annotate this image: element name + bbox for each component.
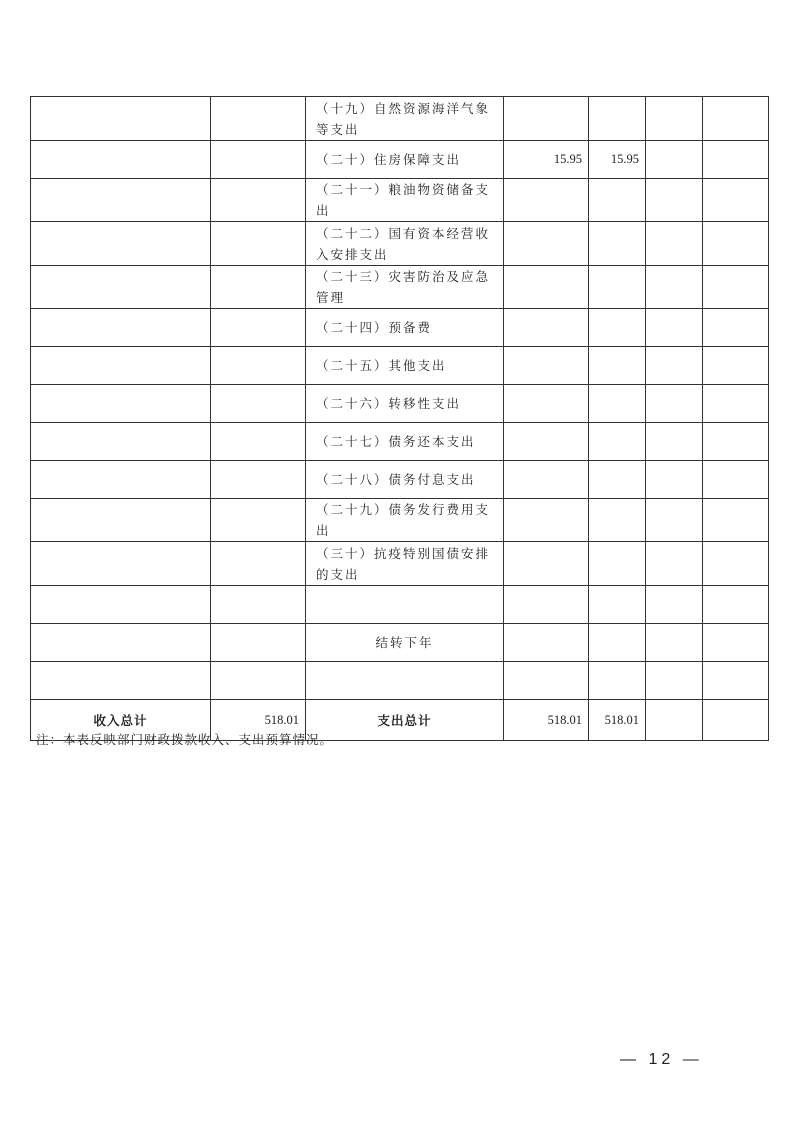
table-cell (646, 97, 703, 141)
amount-cell (504, 222, 589, 266)
amount-cell (589, 385, 646, 423)
table-cell (703, 141, 769, 179)
table-cell (211, 499, 306, 542)
table-row (31, 97, 769, 141)
table-cell (646, 385, 703, 423)
table-row (31, 662, 769, 700)
amount-cell (589, 662, 646, 700)
table-cell (703, 179, 769, 222)
expense-item: （二十八）债务付息支出 (306, 461, 504, 499)
table-cell (211, 385, 306, 423)
amount-cell (589, 423, 646, 461)
expense-item: （二十一）粮油物资储备支出 (306, 179, 504, 222)
table-cell (211, 624, 306, 662)
amount-cell (504, 179, 589, 222)
table-cell (31, 423, 211, 461)
table-cell (646, 542, 703, 586)
table-cell (211, 179, 306, 222)
table-cell (31, 222, 211, 266)
table-cell (211, 461, 306, 499)
amount-cell: 15.95 (589, 141, 646, 179)
table-cell (703, 309, 769, 347)
table-cell (646, 461, 703, 499)
expense-item: （二十二）国有资本经营收入安排支出 (306, 222, 504, 266)
carryover-label: 结转下年 (306, 624, 504, 662)
expense-total-label: 支出总计 (306, 700, 504, 741)
table-row (31, 385, 769, 423)
table-cell (646, 266, 703, 309)
amount-cell (504, 97, 589, 141)
amount-cell (504, 385, 589, 423)
expense-total-value: 518.01 (589, 700, 646, 741)
expense-item: （二十七）债务还本支出 (306, 423, 504, 461)
table-cell (703, 586, 769, 624)
table-row (31, 461, 769, 499)
table-cell (31, 461, 211, 499)
table-cell (211, 141, 306, 179)
table-cell (703, 266, 769, 309)
table-row (31, 309, 769, 347)
expense-item: （二十六）转移性支出 (306, 385, 504, 423)
table-cell (703, 423, 769, 461)
table-cell (646, 179, 703, 222)
table-row (31, 141, 769, 179)
table-cell (703, 499, 769, 542)
amount-cell (504, 542, 589, 586)
table-row (31, 542, 769, 586)
amount-cell (589, 624, 646, 662)
expense-item: （十九）自然资源海洋气象等支出 (306, 97, 504, 141)
table-cell (646, 222, 703, 266)
amount-cell (589, 179, 646, 222)
table-cell (211, 309, 306, 347)
budget-table (30, 96, 769, 741)
table-cell (31, 141, 211, 179)
amount-cell (589, 266, 646, 309)
table-cell (703, 97, 769, 141)
amount-cell (504, 423, 589, 461)
amount-cell (589, 222, 646, 266)
table-row (31, 586, 769, 624)
table-cell (646, 141, 703, 179)
table-cell (31, 542, 211, 586)
expense-item: （二十五）其他支出 (306, 347, 504, 385)
amount-cell (589, 309, 646, 347)
table-cell (211, 97, 306, 141)
table-cell (211, 586, 306, 624)
amount-cell (504, 266, 589, 309)
amount-cell (504, 499, 589, 542)
amount-cell (589, 97, 646, 141)
table-cell (703, 542, 769, 586)
table-cell (31, 309, 211, 347)
table-cell (703, 662, 769, 700)
table-cell (31, 179, 211, 222)
amount-cell (589, 542, 646, 586)
table-cell (211, 222, 306, 266)
table-cell (31, 266, 211, 309)
expense-item (306, 662, 504, 700)
table-cell (211, 542, 306, 586)
amount-cell (504, 662, 589, 700)
expense-item: （二十四）预备费 (306, 309, 504, 347)
table-cell (646, 700, 703, 741)
table-cell (646, 662, 703, 700)
table-row (31, 347, 769, 385)
table-cell (646, 423, 703, 461)
expense-item: （二十三）灾害防治及应急管理 (306, 266, 504, 309)
expense-item: （二十九）债务发行费用支出 (306, 499, 504, 542)
table-row (31, 179, 769, 222)
table-cell (646, 499, 703, 542)
table-cell (646, 347, 703, 385)
table-cell (31, 662, 211, 700)
table-cell (31, 347, 211, 385)
table-cell (31, 499, 211, 542)
expense-item: （三十）抗疫特别国债安排的支出 (306, 542, 504, 586)
table-cell (703, 347, 769, 385)
income-total-label: 收入总计 (31, 700, 211, 741)
table-cell (646, 586, 703, 624)
amount-cell (589, 347, 646, 385)
expense-item: （二十）住房保障支出 (306, 141, 504, 179)
table-cell (211, 662, 306, 700)
table-cell (703, 385, 769, 423)
amount-cell: 15.95 (504, 141, 589, 179)
page-number: — 12 — (620, 1051, 703, 1068)
table-cell (703, 222, 769, 266)
table-row (31, 499, 769, 542)
table-cell (211, 347, 306, 385)
table-row (31, 423, 769, 461)
table-cell (31, 385, 211, 423)
table-cell (31, 97, 211, 141)
amount-cell (504, 461, 589, 499)
expense-total-value: 518.01 (504, 700, 589, 741)
table-row (31, 266, 769, 309)
table-row (31, 624, 769, 662)
amount-cell (589, 586, 646, 624)
table-cell (211, 423, 306, 461)
amount-cell (504, 309, 589, 347)
amount-cell (504, 624, 589, 662)
amount-cell (504, 347, 589, 385)
table-row (31, 222, 769, 266)
table-cell (211, 266, 306, 309)
table-cell (646, 309, 703, 347)
amount-cell (589, 499, 646, 542)
expense-item (306, 586, 504, 624)
table-cell (31, 586, 211, 624)
table-cell (646, 624, 703, 662)
table-cell (31, 624, 211, 662)
amount-cell (589, 461, 646, 499)
income-total-value: 518.01 (211, 700, 306, 741)
table-note: 注：本表反映部门财政拨款收入、支出预算情况。 (36, 732, 334, 747)
table-cell (703, 461, 769, 499)
amount-cell (504, 586, 589, 624)
table-cell (703, 624, 769, 662)
table-cell (703, 700, 769, 741)
